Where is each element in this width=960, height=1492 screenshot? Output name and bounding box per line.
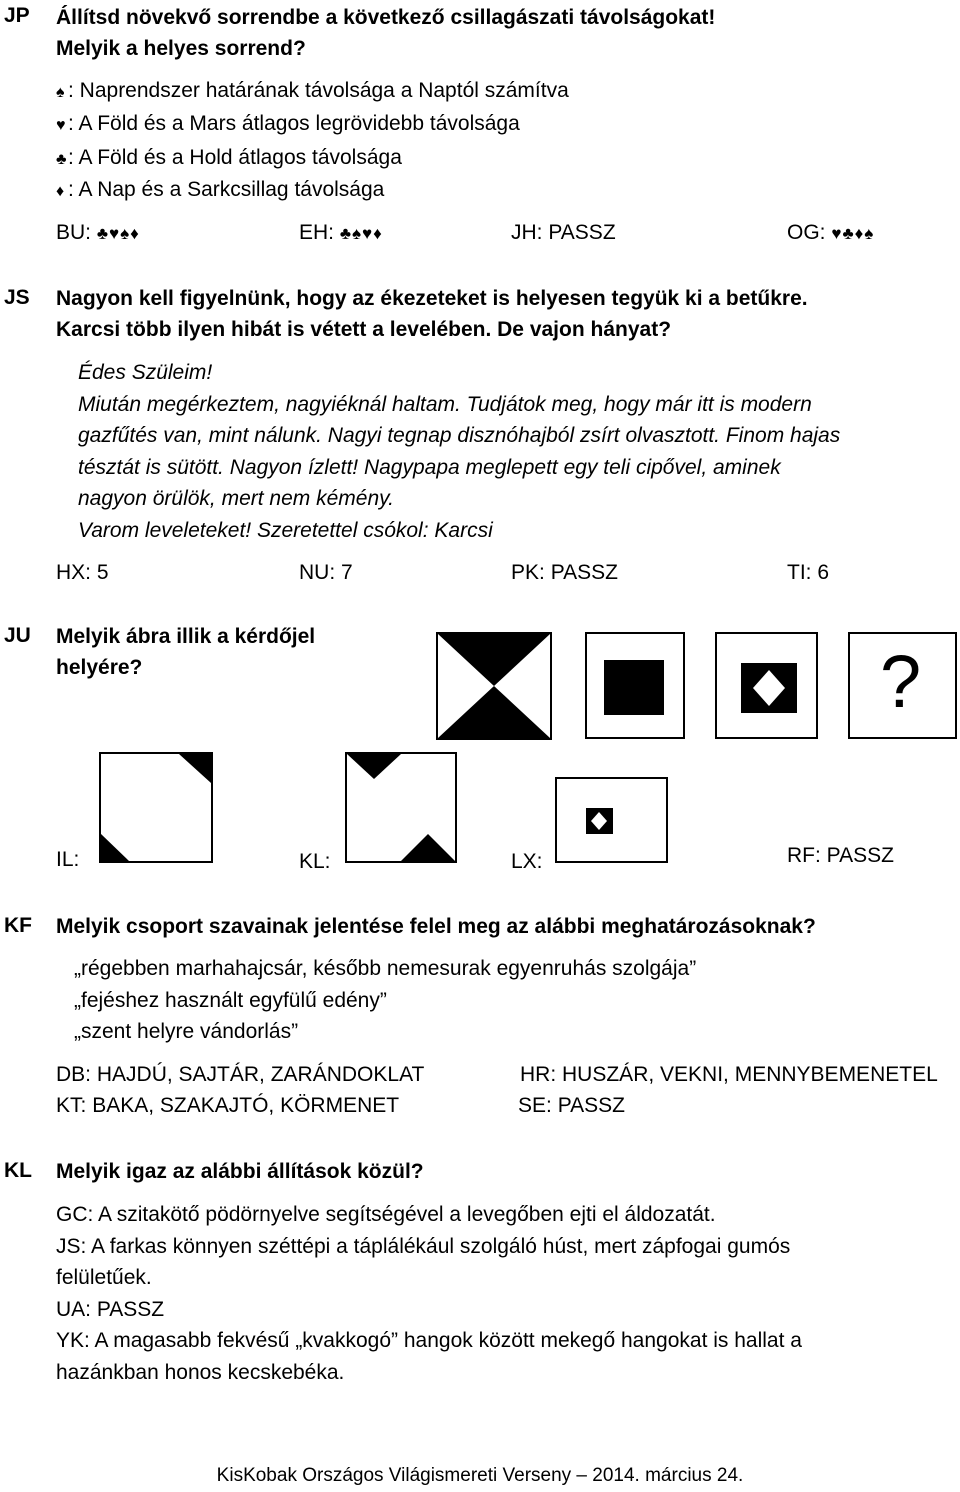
jp-item-spade: ♠ : Naprendszer határának távolsága a Naptól számítva: [56, 74, 569, 109]
question-jp-line2: Melyik a helyes sorrend?: [56, 37, 306, 60]
question-js-line1: Nagyon kell figyelnünk, hogy az ékezeteket is helyesen tegyük ki a betűkre.: [56, 287, 808, 310]
answer-db[interactable]: DB: HAJDÚ, SAJTÁR, ZARÁNDOKLAT: [56, 1063, 425, 1086]
question-js-text: [56, 283, 956, 345]
answer-ti[interactable]: TI: 6: [787, 561, 830, 584]
answer-pk[interactable]: PK: PASSZ: [511, 561, 618, 584]
answer-se[interactable]: SE: PASSZ: [518, 1094, 625, 1117]
question-code-jp: JP: [4, 4, 30, 27]
answer-og[interactable]: OG: ♥♣♦♠: [787, 221, 875, 244]
definition-list: [74, 953, 952, 1048]
answer-bu[interactable]: BU: ♣♥♠♦: [56, 221, 140, 244]
question-jp-line1: Állítsd növekvő sorrendbe a következő csillagászati távolságokat!: [56, 6, 716, 29]
suit-sequence-icon: ♣♠♥♦: [339, 224, 383, 243]
answer-hr[interactable]: HR: HUSZÁR, VEKNI, MENNYBEMENETEL: [520, 1063, 938, 1086]
jp-item-heart: ♥ : A Föld és a Mars átlagos legrövidebb távolsága: [56, 107, 520, 142]
page-footer: KisKobak Országos Világismereti Verseny – 2014. március 24.: [216, 1465, 744, 1486]
club-icon: ♣: [56, 151, 67, 168]
answer-kl[interactable]: KL:: [299, 850, 331, 873]
answer-jh[interactable]: JH: PASSZ: [511, 221, 616, 244]
definition-item: „régebben marhahajcsár, később nemesurak egyenruhás szolgája”: [74, 957, 697, 980]
definition-item: „fejéshez használt egyfülű edény”: [74, 988, 387, 1012]
option-figure-lx[interactable]: [555, 777, 668, 863]
jp-item-diamond: ♦ : A Nap és a Sarkcsillag távolsága: [56, 173, 384, 208]
option-figure-kl[interactable]: [345, 752, 457, 863]
letter-text: Édes Szüleim! Miután megérkeztem, nagyiéknál haltam. Tudjátok meg, hogy már itt is modern gazfűtés van, mint nálunk. Nagyi tegnap disznóhajból zsírt olvasztott. Finom hajas tésztát is sütött. Nagyon ízlett! Nagypapa meglepett egy teli cipővel, aminek nagyon örülök, mert nem kémény. Varom leveleteket! Szeretettel csókol: Karcsi: [78, 361, 841, 542]
sequence-question-box: [848, 632, 957, 739]
answer-yk-line2: hazánkban honos kecskebéka.: [56, 1360, 345, 1384]
question-mark: ?: [880, 640, 922, 723]
question-code-js: JS: [4, 286, 30, 309]
answer-eh[interactable]: EH: ♣♠♥♦: [299, 221, 383, 244]
definition-item: „szent helyre vándorlás”: [74, 1020, 299, 1043]
question-code-kf: KF: [4, 914, 32, 937]
answer-il[interactable]: IL:: [56, 848, 80, 871]
answer-js-line2: felületűek.: [56, 1266, 152, 1289]
sequence-figure-2: [585, 632, 685, 739]
sequence-figure-1: [436, 632, 552, 740]
answer-lx[interactable]: LX:: [511, 850, 543, 873]
question-ju-text: Melyik ábra illik a kérdőjel helyére?: [56, 625, 316, 679]
answer-ua[interactable]: UA: PASSZ: [56, 1297, 165, 1321]
question-js-line2: Karcsi több ilyen hibát is vétett a levelében. De vajon hányat?: [56, 318, 672, 341]
question-code-kl: KL: [4, 1159, 32, 1182]
answer-nu[interactable]: NU: 7: [299, 561, 353, 584]
question-code-ju: JU: [4, 624, 31, 647]
answer-rf[interactable]: RF: PASSZ: [787, 844, 894, 867]
question-kf-text: Melyik csoport szavainak jelentése felel meg az alábbi meghatározásoknak?: [56, 915, 816, 938]
answer-hx[interactable]: HX: 5: [56, 561, 109, 584]
diamond-icon: ♦: [56, 183, 65, 200]
statement-list: [56, 1199, 956, 1388]
suit-sequence-icon: ♥♣♦♠: [831, 224, 875, 243]
answer-yk-line1[interactable]: YK: A magasabb fekvésű „kvakkogó” hangok között mekegő hangokat is hallat a: [56, 1329, 802, 1352]
question-jp-text: [56, 2, 956, 64]
heart-icon: ♥: [56, 117, 66, 134]
question-kl-text: Melyik igaz az alábbi állítások közül?: [56, 1160, 424, 1183]
sequence-figure-3: [715, 632, 818, 739]
jp-item-club: ♣: A Föld és a Hold átlagos távolsága: [56, 141, 402, 176]
answer-kt[interactable]: KT: BAKA, SZAKAJTÓ, KÖRMENET: [56, 1094, 400, 1117]
answer-js-line1[interactable]: JS: A farkas könnyen széttépi a táplálékául szolgáló húst, mert zápfogai gumós: [56, 1234, 791, 1258]
spade-icon: ♠: [56, 84, 65, 101]
answer-gc[interactable]: GC: A szitakötő pödörnyelve segítségével a levegőben ejti el áldozatát.: [56, 1203, 716, 1226]
option-figure-il[interactable]: [99, 752, 213, 863]
suit-sequence-icon: ♣♥♠♦: [96, 224, 140, 243]
